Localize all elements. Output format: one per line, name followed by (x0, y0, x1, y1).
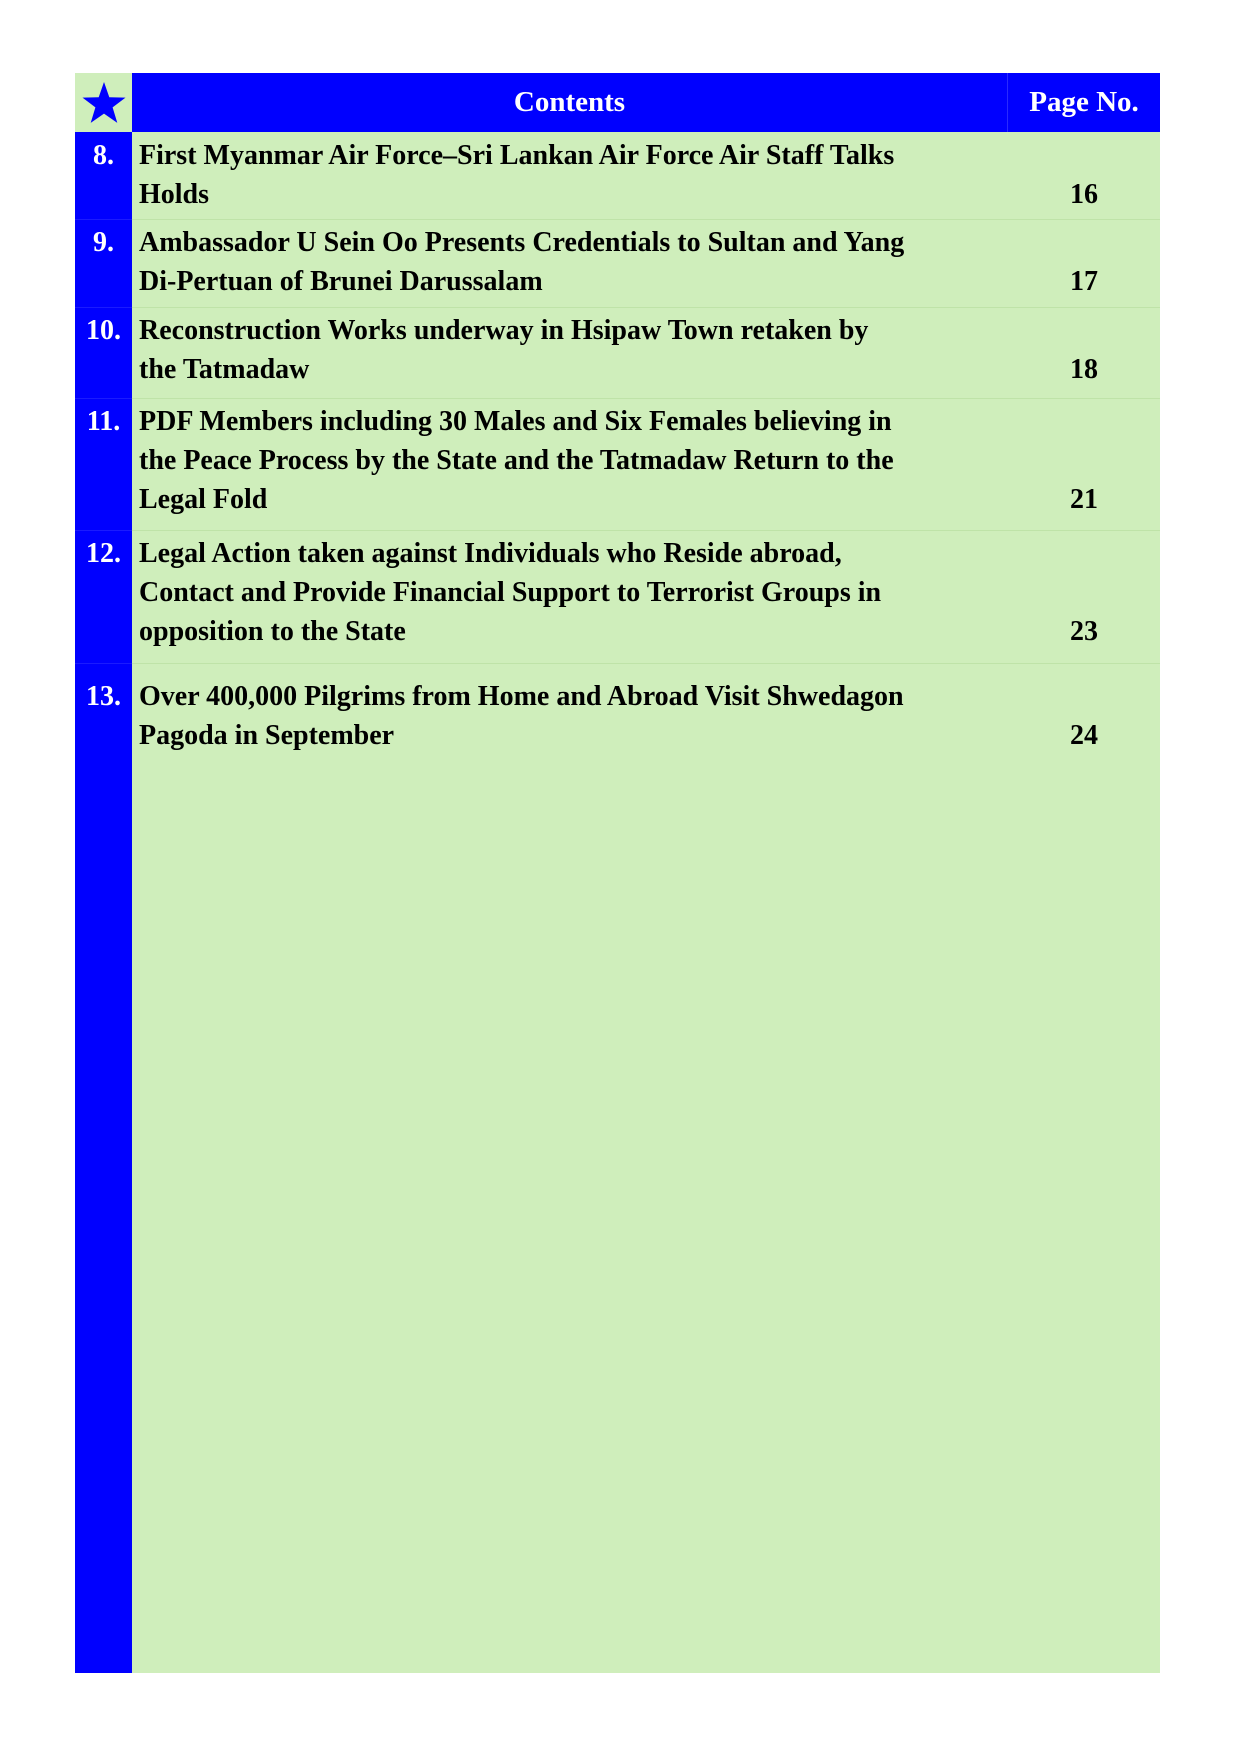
item-number: 9. (93, 227, 114, 258)
item-number: 11. (86, 406, 121, 437)
item-title (139, 534, 999, 651)
item-page-number: 17 (1070, 266, 1098, 297)
toc-row[interactable] (75, 398, 1160, 530)
star-icon (81, 80, 127, 126)
item-title-line: First Myanmar Air Force–Sri Lankan Air Force Air Staff Talks (139, 140, 895, 171)
item-title-line: opposition to the State (139, 616, 406, 647)
row-separator-number (75, 398, 132, 399)
item-title-line: Pagoda in September (139, 720, 395, 751)
item-title-line: the Tatmadaw (139, 354, 310, 385)
item-title (139, 311, 999, 389)
item-title (139, 136, 999, 214)
item-number: 12. (86, 538, 121, 569)
row-separator (132, 663, 1160, 664)
toc-row[interactable] (75, 307, 1160, 398)
item-title-line: Contact and Provide Financial Support to Terrorist Groups in (139, 577, 882, 608)
row-separator (132, 307, 1160, 308)
item-number: 8. (93, 140, 114, 171)
row-separator (132, 530, 1160, 531)
contents-table (75, 73, 1160, 1673)
item-title-line: Reconstruction Works underway in Hsipaw Town retaken by (139, 315, 869, 346)
contents-heading: Contents (513, 86, 626, 118)
star-cell (75, 73, 132, 132)
item-title-line: Legal Fold (139, 484, 268, 515)
page-no-heading: Page No. (1029, 86, 1139, 118)
item-number: 10. (86, 315, 121, 346)
item-title-line: Holds (139, 179, 210, 210)
row-separator (132, 398, 1160, 399)
row-separator-number (75, 663, 132, 664)
item-page-number: 24 (1070, 720, 1098, 751)
item-page-number: 16 (1070, 179, 1098, 210)
toc-row[interactable] (75, 663, 1160, 763)
item-page-number: 23 (1070, 616, 1098, 647)
toc-row[interactable] (75, 530, 1160, 663)
item-page-number: 18 (1070, 354, 1098, 385)
row-separator-number (75, 219, 132, 220)
item-title (139, 223, 999, 301)
row-separator-number (75, 530, 132, 531)
item-title-line: Di-Pertuan of Brunei Darussalam (139, 266, 543, 297)
table-header (75, 73, 1160, 132)
item-title (139, 677, 999, 755)
item-title-line: Legal Action taken against Individuals who Reside abroad, (139, 538, 842, 569)
item-page-number: 21 (1070, 484, 1098, 515)
toc-row[interactable] (75, 132, 1160, 219)
item-title-line: Over 400,000 Pilgrims from Home and Abroad Visit Shwedagon (139, 681, 904, 712)
row-separator-number (75, 307, 132, 308)
toc-row[interactable] (75, 219, 1160, 307)
item-title-line: Ambassador U Sein Oo Presents Credentials to Sultan and Yang (139, 227, 905, 258)
item-title-line: the Peace Process by the State and the Tatmadaw Return to the (139, 445, 894, 476)
item-title (139, 402, 999, 519)
item-number: 13. (86, 681, 121, 712)
row-separator (132, 219, 1160, 220)
item-title-line: PDF Members including 30 Males and Six Females believing in (139, 406, 892, 437)
